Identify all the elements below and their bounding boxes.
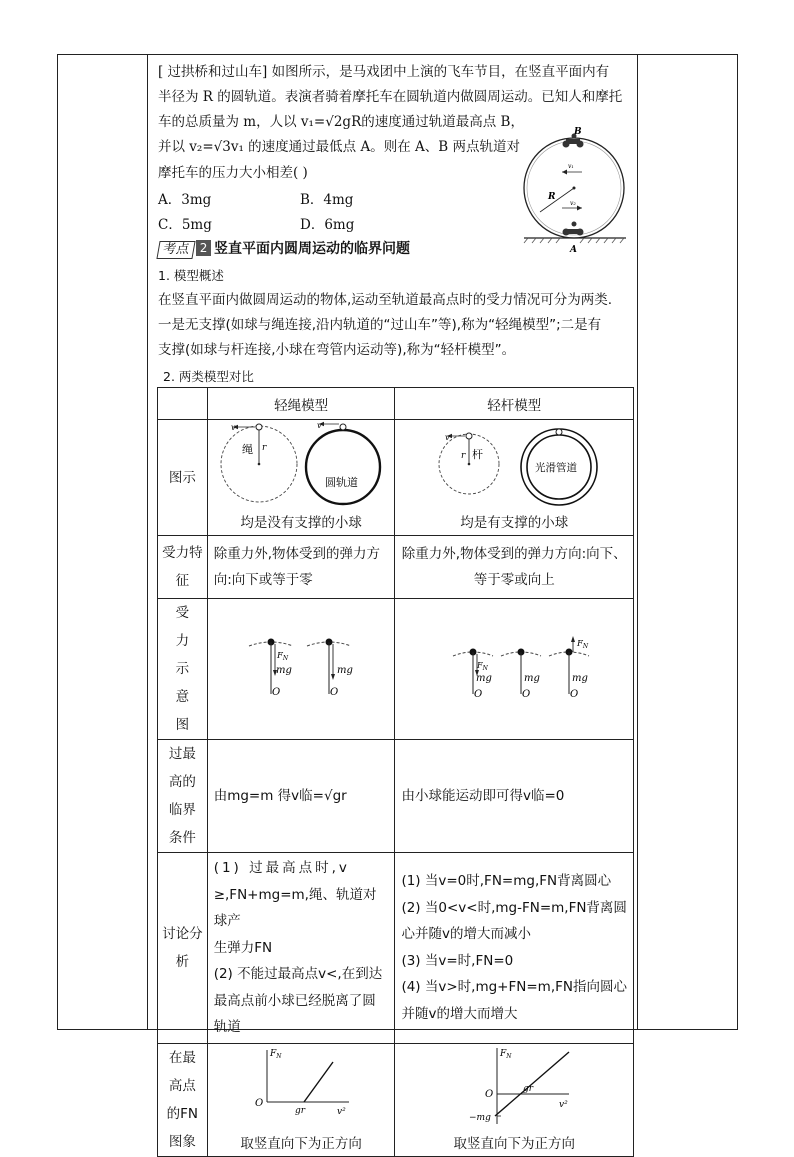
rod-critical-condition: 由小球能运动即可得v临=0 <box>395 740 634 853</box>
rod-discussion-line: (4) 当v>时,mg+FN=m,FN指向圆心 <box>401 979 627 996</box>
rod-mg-2: mg <box>524 673 541 684</box>
option-a: A．3mg <box>158 192 212 208</box>
loop-label-r: R <box>548 192 556 202</box>
rod-force-text <box>395 536 634 599</box>
rope-mg-1: mg <box>275 665 292 676</box>
rod-fn-label-3 <box>576 639 589 650</box>
table-row <box>158 536 634 599</box>
comparison-table <box>157 387 634 1157</box>
rod-graph-gr: gr <box>523 1083 534 1094</box>
rod-graph-yaxis-letter: F <box>500 1048 507 1059</box>
rope-fig-rope: 绳 <box>241 443 253 456</box>
rod-graph-yaxis-sub: N <box>506 1052 512 1060</box>
rod-o-2: O <box>522 689 531 698</box>
model-overview-heading: 1. 模型概述 <box>158 268 224 283</box>
header-empty <box>158 388 208 420</box>
comparison-heading: 2. 两类模型对比 <box>163 369 254 384</box>
section-title: 竖直平面内圆周运动的临界问题 <box>214 241 411 257</box>
loop-label-v1: v₁ <box>568 163 574 170</box>
rope-graph-caption: 取竖直向下为正方向 <box>240 1135 362 1152</box>
rope-critical-condition: 由mg=m 得v临=√gr <box>207 740 395 853</box>
rod-fn-letter-1: F <box>477 661 483 670</box>
rope-mg-2: mg <box>336 665 353 676</box>
rope-discussion-line: ≥,FN+mg=m,绳、轨道对球产 <box>213 886 377 929</box>
rod-discussion-line: 心并随v的增大而减小 <box>401 926 531 943</box>
rope-fig-r: r <box>261 443 266 453</box>
frame-right-outer <box>737 54 738 1029</box>
frame-top <box>57 54 738 55</box>
rod-discussion-line: 并随v的增大而增大 <box>401 1005 518 1022</box>
option-d: D．6mg <box>300 217 355 233</box>
overview-line-2: 一是无支撑(如球与绳连接,沿内轨道的“过山车”等),称为“轻绳模型”;二是有 <box>158 317 602 333</box>
frame-left-inner <box>147 54 148 1029</box>
rope-graph-origin: O <box>254 1097 263 1109</box>
rope-fn-sub: N <box>282 655 288 662</box>
rope-graph-yaxis-letter: F <box>269 1048 276 1059</box>
rope-discussion-cell <box>207 853 395 1044</box>
rope-discussion-line: 轨道 <box>213 1019 241 1035</box>
rod-graph-xaxis: v² <box>559 1099 568 1110</box>
kaodian-tag: 考点 <box>156 241 195 259</box>
rod-discussion-cell <box>395 853 634 1044</box>
rope-model-figure <box>209 420 394 508</box>
rod-fn-letter-3: F <box>577 639 584 649</box>
rod-graph-caption: 取竖直向下为正方向 <box>453 1135 575 1152</box>
rope-force-text <box>207 536 395 599</box>
rope-fig-v: v <box>230 423 236 432</box>
problem-line-1: [ 过拱桥和过山车] 如图所示，是马戏团中上演的飞车节目，在竖直平面内有 <box>158 64 610 80</box>
row-label-discussion: 讨论分析 <box>158 853 208 1044</box>
table-row <box>158 1043 634 1156</box>
rope-o-1: O <box>271 687 280 698</box>
row-label-diagram: 图示 <box>158 420 208 536</box>
rope-force-feature: 除重力外,物体受到的弹力方向:向下或等于零 <box>213 546 380 588</box>
rod-fig-rod: 杆 <box>472 448 484 461</box>
rod-graph-neg-mg: −mg <box>469 1112 492 1123</box>
row-label-critical <box>158 740 208 853</box>
rod-graph-origin: O <box>485 1088 494 1100</box>
rod-graph-yaxis <box>499 1049 512 1060</box>
rod-force-feature: 除重力外,物体受到的弹力方向:向下、等于零或向上 <box>401 546 627 588</box>
row-label-graph <box>158 1043 208 1156</box>
problem-line-3: 车的总质量为 m，人以 v₁=√2gR的速度通过轨道最高点 B， <box>158 114 524 130</box>
table-row <box>158 853 634 1044</box>
rope-graph-cell <box>207 1043 395 1156</box>
option-b: B．4mg <box>300 192 354 208</box>
frame-left-outer <box>57 54 58 1029</box>
rope-discussion-line: (2) 不能过最高点v<,在到达 <box>213 966 383 982</box>
table-row <box>158 740 634 853</box>
rod-o-1: O <box>474 689 483 698</box>
rope-graph-yaxis <box>269 1049 282 1060</box>
rope-discussion-line: 最高点前小球已经脱离了圆 <box>213 992 376 1009</box>
rod-diagram-caption: 均是有支撑的小球 <box>460 515 569 531</box>
rod-fig-r: r <box>461 451 466 461</box>
rod-discussion-line: (1) 当v=0时,FN=mg,FN背离圆心 <box>401 873 612 890</box>
loop-label-b: B <box>574 127 582 137</box>
rope-fig-track: 圆轨道 <box>324 476 358 489</box>
row-label-force: 受力特征 <box>158 536 208 599</box>
header-rope-model: 轻绳模型 <box>207 388 395 420</box>
loop-label-v2: v₂ <box>570 200 576 207</box>
rope-fn-letter: F <box>276 651 283 661</box>
section-heading <box>158 237 410 262</box>
rod-model-figure <box>409 420 619 508</box>
row-label-force-diagram <box>158 599 208 740</box>
rod-fn-graph <box>409 1044 619 1130</box>
header-rod-model: 轻杆模型 <box>395 388 634 420</box>
loop-label-a: A <box>570 245 577 254</box>
rope-diagram-caption: 均是没有支撑的小球 <box>240 515 362 531</box>
loop-track-figure <box>518 126 630 254</box>
rope-force-diagram-cell <box>207 599 395 740</box>
rod-fig-v: v <box>445 433 450 442</box>
problem-line-2: 半径为 R 的圆轨道。表演者骑着摩托车在圆轨道内做圆周运动。已知人和摩托 <box>158 89 623 105</box>
overview-line-3: 支撑(如球与杆连接,小球在弯管内运动等),称为“轻杆模型”。 <box>158 342 516 358</box>
table-row <box>158 599 634 740</box>
rod-discussion-line: (2) 当0<v<时,mg-FN=m,FN背离圆 <box>401 899 627 916</box>
rope-graph-gr: gr <box>294 1105 305 1116</box>
overview-line-1: 在竖直平面内做圆周运动的物体,运动至轨道最高点时的受力情况可分为两类. <box>158 292 613 308</box>
rod-mg-3: mg <box>572 673 589 684</box>
frame-right-inner <box>637 54 638 1029</box>
critical-label: 过最高的临界条件 <box>168 746 196 846</box>
rope-discussion-line: (1) 过最高点时,v <box>213 860 350 876</box>
rod-diagram-cell <box>395 420 634 536</box>
table-row <box>158 420 634 536</box>
rod-fig-pipe: 光滑管道 <box>535 462 578 474</box>
rope-fn-label <box>276 651 289 662</box>
rope-diagram-cell <box>207 420 395 536</box>
rod-fn-sub-1: N <box>482 665 489 672</box>
problem-line-5: 摩托车的压力大小相差( ) <box>158 165 308 181</box>
rope-graph-xaxis: v² <box>336 1106 346 1117</box>
rope-fig-v2: v <box>316 421 322 430</box>
problem-line-4: 并以 v₂=√3v₁ 的速度通过最低点 A。则在 A、B 两点轨道对 <box>158 139 520 155</box>
rod-fn-sub-3: N <box>583 643 589 650</box>
rod-force-diagram-cell <box>395 599 634 740</box>
rope-force-figure <box>209 636 394 698</box>
rod-force-figure <box>409 636 619 698</box>
rope-fn-graph <box>209 1044 394 1130</box>
table-row <box>158 388 634 420</box>
rod-o-3: O <box>570 689 579 698</box>
rod-mg-1: mg <box>476 673 493 684</box>
rod-discussion-line: (3) 当v=时,FN=0 <box>401 952 514 969</box>
rope-graph-yaxis-sub: N <box>275 1052 282 1060</box>
rope-discussion-line: 生弹力FN <box>213 939 273 956</box>
kaodian-number: 2 <box>196 240 211 256</box>
option-c: C．5mg <box>158 217 212 233</box>
force-diagram-label: 受力示意图 <box>175 605 190 733</box>
graph-label: 在最高点的FN图象 <box>166 1049 199 1150</box>
rod-graph-cell <box>395 1043 634 1156</box>
rope-o-2: O <box>329 687 338 698</box>
